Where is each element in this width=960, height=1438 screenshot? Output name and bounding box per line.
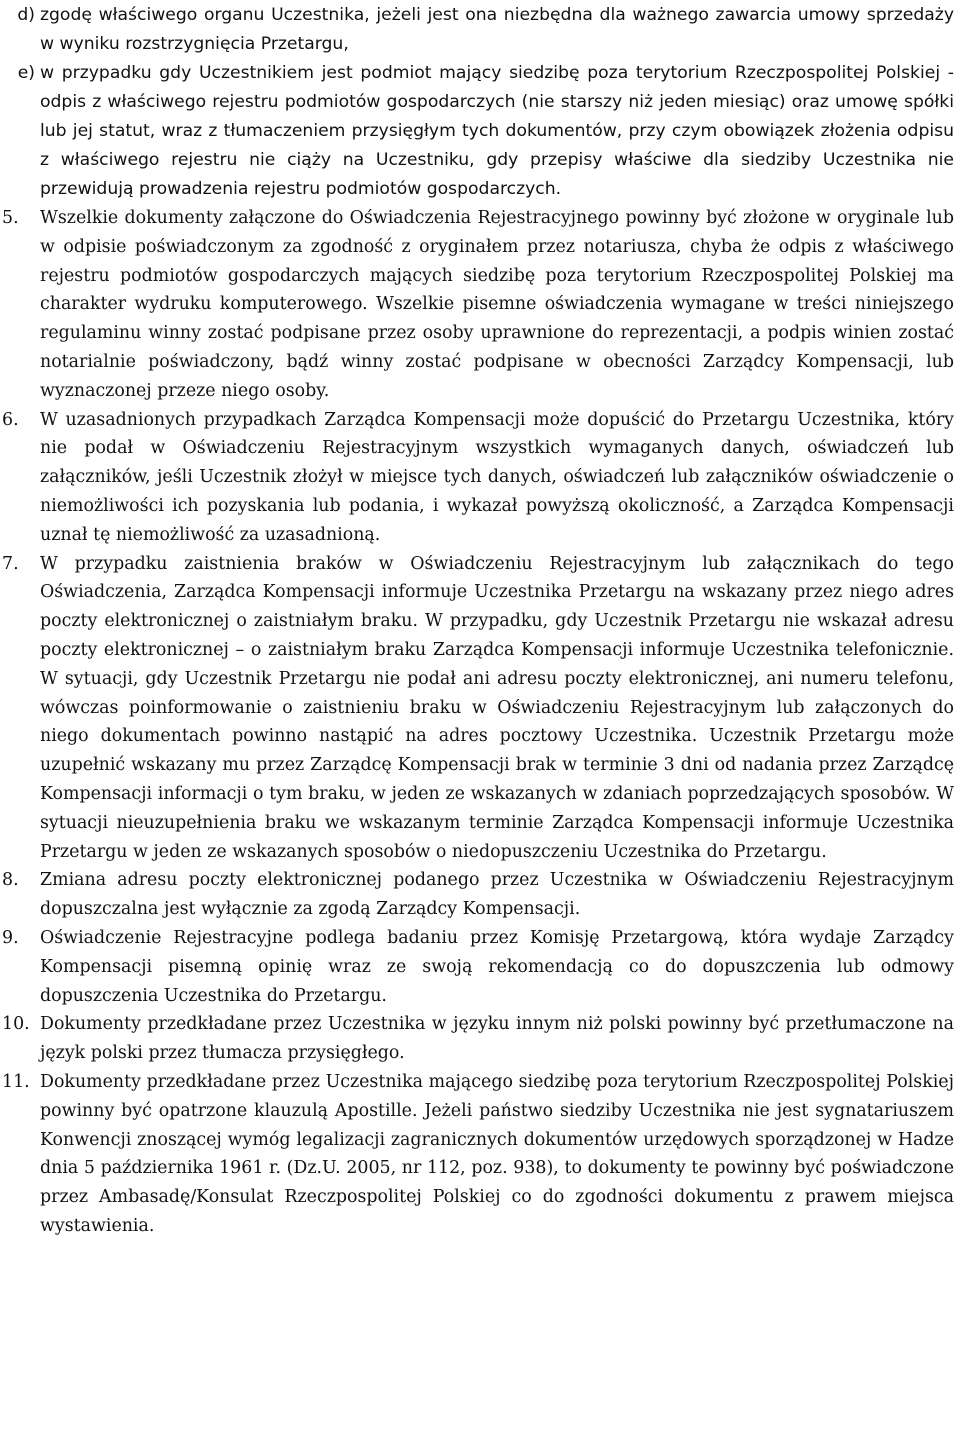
item-text: W uzasadnionych przypadkach Zarządca Kompensacji może dopuścić do Przetargu Uczestnika, który nie podał w Oświadczeniu Rejestracyjnym wszystkich wymaganych danych, oświadczeń lub załączników, jeśli Uczestnik złożył w miejsce tych danych, oświadczeń lub załączników oświadczenie o niemożliwości ich pozyskania lub podania, i wykazał powyższą okoliczność, a Zarządca Kompensacji uznał tę niemożliwość za uzasadnioną. bbox=[40, 409, 954, 545]
item-number: 8. bbox=[2, 870, 19, 891]
numbered-item-list bbox=[2, 204, 954, 1241]
item-number: 11. bbox=[2, 1071, 30, 1092]
sub-item-d bbox=[2, 1, 954, 59]
item-text: Wszelkie dokumenty załączone do Oświadczenia Rejestracyjnego powinny być złożone w oryginale lub w odpisie poświadczonym za zgodność z oryginałem przez notariusza, chyba że odpis z właściwego rejestru podmiotów gospodarczych mających siedzibę poza terytorium Rzeczpospolitej Polskiej ma charakter wydruku komputerowego. Wszelkie pisemne oświadczenia wymagane w treści niniejszego regulaminu winny zostać podpisane przez osoby uprawnione do reprezentacji, a podpis winien zostać notarialnie poświadczony, bądź winny zostać podpisane w obecności Zarządcy Kompensacji, lub wyznaczonej przeze niego osoby. bbox=[40, 208, 954, 401]
sub-item-e bbox=[2, 59, 954, 204]
numbered-item-11 bbox=[2, 1068, 954, 1241]
item-number: 10. bbox=[2, 1014, 30, 1035]
item-number: 5. bbox=[2, 208, 19, 228]
sub-item-marker: e) bbox=[17, 63, 35, 83]
item-text: Zmiana adresu poczty elektronicznej podanego przez Uczestnika w Oświadczeniu Rejestracyjnym dopuszczalna jest wyłącznie za zgodą Zarządcy Kompensacji. bbox=[40, 870, 954, 920]
numbered-item-6 bbox=[2, 406, 954, 550]
item-text: Oświadczenie Rejestracyjne podlega badaniu przez Komisję Przetargową, która wydaje Zarządcy Kompensacji pisemną opinię wraz ze swoją rekomendacją co do dopuszczenia lub odmowy dopuszczenia Uczestnika do Przetargu. bbox=[40, 927, 954, 1006]
numbered-item-5 bbox=[2, 204, 954, 406]
item-number: 6. bbox=[2, 409, 19, 430]
sub-item-marker: d) bbox=[17, 5, 35, 25]
sub-item-list bbox=[2, 1, 954, 204]
numbered-item-8 bbox=[2, 866, 954, 924]
numbered-item-7 bbox=[2, 550, 954, 867]
item-text: Dokumenty przedkładane przez Uczestnika mającego siedzibę poza terytorium Rzeczpospolitej Polskiej powinny być opatrzone klauzulą Apostille. Jeżeli państwo siedziby Uczestnika nie jest sygnatariuszem Konwencji znoszącej wymóg legalizacji zagranicznych dokumentów urzędowych sporządzonej w Hadze dnia 5 października 1961 r. (Dz.U. 2005, nr 112, poz. 938), to dokumenty te powinny być poświadczone przez Ambasadę/Konsulat Rzeczpospolitej Polskiej co do zgodności dokumentu z prawem miejsca wystawienia. bbox=[40, 1071, 954, 1236]
sub-item-text: w przypadku gdy Uczestnikiem jest podmiot mający siedzibę poza terytorium Rzeczpospolitej Polskiej - odpis z właściwego rejestru podmiotów gospodarczych (nie starszy niż jeden miesiąc) oraz umowę spółki lub jej statut, wraz z tłumaczeniem przysięgłym tych dokumentów, przy czym obowiązek złożenia odpisu z właściwego rejestru nie ciąży na Uczestniku, gdy przepisy właściwe dla siedziby Uczestnika nie przewidują prowadzenia rejestru podmiotów gospodarczych. bbox=[40, 63, 954, 199]
item-text: W przypadku zaistnienia braków w Oświadczeniu Rejestracyjnym lub załącznikach do tego Oświadczenia, Zarządca Kompensacji informuje Uczestnika Przetargu na wskazany przez niego adres poczty elektronicznej o zaistniałym braku. W przypadku, gdy Uczestnik Przetargu nie wskazał adresu poczty elektronicznej – o zaistniałym braku Zarządca Kompensacji informuje Uczestnika telefonicznie. W sytuacji, gdy Uczestnik Przetargu nie podał ani adresu poczty elektronicznej, ani numeru telefonu, wówczas poinformowanie o zaistnieniu braku w Oświadczeniu Rejestracyjnym lub załączonych do niego dokumentach powinno nastąpić na adres pocztowy Uczestnika. Uczestnik Przetargu może uzupełnić wskazany mu przez Zarządcę Kompensacji brak w terminie 3 dni od nadania przez Zarządcę Kompensacji informacji o tym braku, w jeden ze wskazanych w zdaniach poprzedzających sposobów. W sytuacji nieuzupełnienia braku we wskazanym terminie Zarządca Kompensacji informuje Uczestnika Przetargu w jeden ze wskazanych sposobów o niedopuszczeniu Uczestnika do Przetargu. bbox=[40, 553, 954, 862]
item-text: Dokumenty przedkładane przez Uczestnika w języku innym niż polski powinny być przetłumaczone na język polski przez tłumacza przysięgłego. bbox=[40, 1014, 954, 1064]
sub-item-text: zgodę właściwego organu Uczestnika, jeżeli jest ona niezbędna dla ważnego zawarcia umowy sprzedaży w wyniku rozstrzygnięcia Przetargu, bbox=[40, 5, 954, 54]
numbered-item-9 bbox=[2, 924, 954, 1010]
item-number: 9. bbox=[2, 927, 19, 948]
item-number: 7. bbox=[2, 553, 19, 574]
numbered-item-10 bbox=[2, 1010, 954, 1068]
